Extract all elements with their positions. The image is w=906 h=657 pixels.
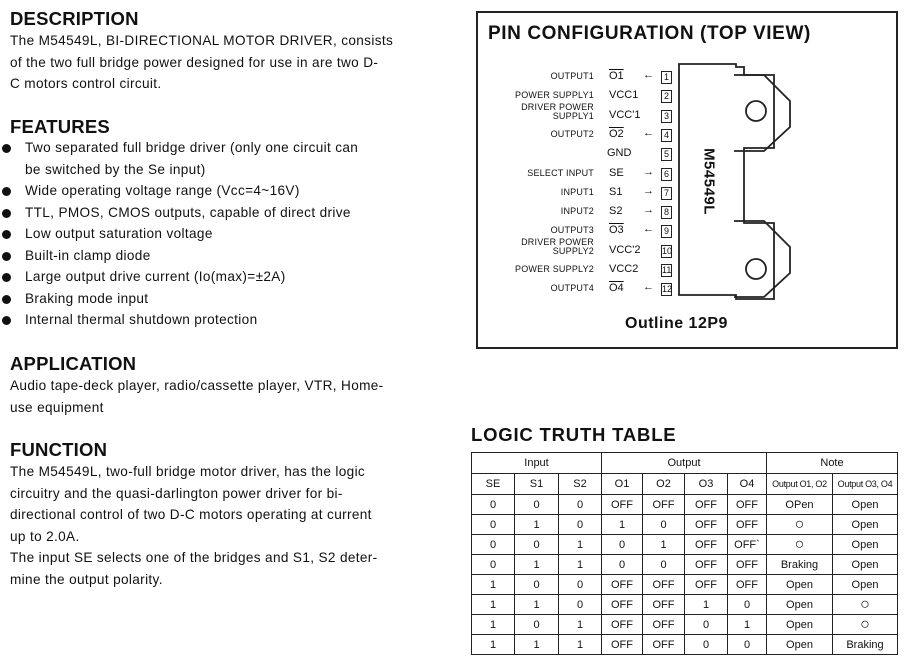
table-cell: Open [833, 495, 898, 515]
group-header: Input [472, 453, 602, 474]
table-cell: 0 [515, 575, 559, 595]
table-cell: 1 [685, 595, 728, 615]
table-cell: 1 [643, 535, 685, 555]
application-line: use equipment [10, 399, 104, 415]
pin-label: INPUT2 [560, 206, 594, 217]
column-header: O4 [728, 474, 767, 495]
table-cell: Braking [767, 555, 833, 575]
table-cell: 1 [515, 515, 559, 535]
table-cell: 1 [515, 555, 559, 575]
table-cell: Open [767, 635, 833, 655]
table-cell: OFF [643, 495, 685, 515]
arrow-left-icon: ← [643, 69, 654, 81]
column-header: O1 [602, 474, 643, 495]
description-line: The M54549L, BI-DIRECTIONAL MOTOR DRIVER, consists [10, 33, 394, 48]
application-line: Audio tape-deck player, radio/cassette player, VTR, Home- [10, 378, 384, 393]
feature-item: be switched by the Se input) [25, 161, 206, 177]
table-cell: OFF [685, 495, 728, 515]
function-line: directional control of two D-C motors operating at current [10, 507, 372, 522]
column-header: Output O1, O2 [767, 474, 833, 495]
table-cell: 0 [728, 635, 767, 655]
table-cell: OFF [685, 555, 728, 575]
pin-label: OUTPUT4 [550, 283, 594, 294]
table-cell: OFF [728, 575, 767, 595]
features-heading: FEATURES [10, 116, 110, 137]
pin-number: 12 [662, 284, 673, 295]
table-cell: OFF [643, 635, 685, 655]
table-cell: Open [767, 575, 833, 595]
table-cell: 0 [515, 535, 559, 555]
table-cell: 1 [472, 635, 515, 655]
bullet-icon [2, 209, 11, 218]
application-text [10, 375, 384, 418]
pin-symbol: VCC1 [609, 89, 639, 102]
table-cell: 0 [643, 555, 685, 575]
truth-table [471, 452, 898, 655]
column-header: O3 [685, 474, 728, 495]
feature-item: Braking mode input [0, 288, 358, 310]
arrow-left-icon: ← [643, 281, 654, 294]
table-cell: 0 [515, 615, 559, 635]
table-row [472, 495, 898, 515]
pin-number: 11 [662, 265, 672, 275]
pin-symbol: GND [607, 147, 632, 160]
pin-symbol: O4 [609, 282, 624, 295]
table-cell: 0 [559, 575, 602, 595]
description-line: of the two full bridge power designed for use in are two D- [10, 54, 379, 70]
bullet-icon [2, 316, 11, 325]
table-cell: 0 [472, 555, 515, 575]
table-cell: ○ [767, 535, 833, 555]
table-cell: Open [833, 555, 898, 575]
table-cell: 1 [472, 615, 515, 635]
table-cell: OFF [685, 515, 728, 535]
pin-symbol: O2 [609, 127, 624, 140]
table-cell: 1 [515, 635, 559, 655]
pin-configuration-box [476, 11, 898, 349]
table-cell: OFF` [728, 535, 767, 555]
pin-number: 8 [661, 206, 672, 219]
pin-label: OUTPUT3 [550, 225, 594, 236]
table-cell: OFF [685, 535, 728, 555]
pin-label: DRIVER POWER SUPPLY1 [521, 101, 594, 121]
table-cell: 1 [559, 635, 602, 655]
pin-number: 7 [661, 187, 672, 200]
table-cell: 1 [559, 535, 602, 555]
feature-item: TTL, PMOS, CMOS outputs, capable of direct drive [0, 202, 358, 224]
table-cell: OFF [728, 515, 767, 535]
pin-symbol: O1 [609, 70, 624, 82]
bullet-icon [2, 230, 11, 239]
table-cell: ○ [767, 515, 833, 535]
arrow-left-icon: ← [643, 223, 654, 236]
table-cell: 1 [728, 615, 767, 635]
feature-item: Low output saturation voltage [0, 223, 358, 245]
table-cell: OFF [602, 595, 643, 615]
arrow-left-icon: ← [643, 126, 654, 139]
pin-symbol: S1 [609, 185, 623, 198]
table-cell: 0 [472, 515, 515, 535]
table-row [472, 575, 898, 595]
feature-item: Two separated full bridge driver (only one circuit can [0, 137, 358, 159]
table-cell: 1 [472, 575, 515, 595]
mounting-hole-icon [746, 101, 766, 121]
table-cell: ○ [833, 615, 898, 635]
function-line: The M54549L, two-full bridge motor driver, has the logic [10, 464, 366, 479]
function-line: circuitry and the quasi-darlington power driver for bi- [10, 485, 343, 501]
pin-symbol: VCC'2 [609, 243, 641, 256]
table-cell: Open [767, 595, 833, 615]
mounting-hole-icon [746, 259, 766, 279]
pin-configuration-title: PIN CONFIGURATION (TOP VIEW) [488, 23, 811, 44]
table-cell: OPen [767, 495, 833, 515]
table-row [472, 555, 898, 575]
table-cell: 0 [602, 535, 643, 555]
truth-table-title: LOGIC TRUTH TABLE [471, 424, 677, 445]
pin-label: SELECT INPUT [527, 167, 594, 178]
table-cell: 0 [559, 515, 602, 535]
column-header: O2 [643, 474, 685, 495]
description-text [10, 30, 393, 95]
table-cell: OFF [602, 615, 643, 635]
table-cell: OFF [602, 495, 643, 515]
pin-symbol: SE [609, 166, 624, 179]
table-row [472, 635, 898, 655]
pin-number: 10 [662, 245, 673, 256]
table-cell: ○ [833, 595, 898, 615]
column-header: S1 [515, 474, 559, 495]
table-cell: OFF [685, 575, 728, 595]
features-list [0, 137, 358, 331]
pin-number: 9 [661, 225, 672, 238]
table-row [472, 595, 898, 615]
pin-label: POWER SUPPLY2 [515, 264, 594, 274]
function-line: mine the output polarity. [10, 571, 163, 587]
description-heading: DESCRIPTION [10, 8, 139, 29]
pin-symbol: VCC'1 [609, 108, 641, 121]
table-row [472, 535, 898, 555]
pin-number: 4 [661, 129, 672, 142]
table-cell: Open [833, 515, 898, 535]
column-header: S2 [559, 474, 602, 495]
chip-tabs [734, 63, 798, 301]
table-cell: Open [833, 575, 898, 595]
table-cell: Braking [833, 635, 898, 655]
table-cell: OFF [728, 555, 767, 575]
bullet-icon [2, 295, 11, 304]
feature-item: Large output drive current (Io(max)=±2A) [0, 266, 358, 288]
table-cell: 0 [643, 515, 685, 535]
function-text [10, 461, 378, 590]
bullet-icon [2, 187, 11, 196]
table-cell: 0 [685, 615, 728, 635]
table-cell: Open [833, 535, 898, 555]
table-cell: 0 [472, 535, 515, 555]
pin-number: 2 [661, 90, 672, 103]
description-line: C motors control circuit. [10, 76, 162, 91]
table-cell: 1 [472, 595, 515, 615]
arrow-right-icon: → [643, 165, 654, 178]
pin-symbol: O3 [609, 224, 624, 237]
group-header: Output [602, 453, 767, 474]
chip-label-wrap [691, 133, 721, 233]
arrow-right-icon: → [643, 184, 654, 197]
feature-item: Built-in clamp diode [0, 245, 358, 267]
pin-number: 6 [661, 168, 672, 181]
pin-label: DRIVER POWER SUPPLY2 [521, 236, 594, 256]
pin-symbol: VCC2 [609, 263, 639, 275]
table-cell: 0 [728, 595, 767, 615]
bullet-icon [2, 252, 11, 261]
table-cell: 0 [559, 495, 602, 515]
table-cell: 0 [559, 595, 602, 615]
pin-symbol: S2 [609, 205, 623, 218]
table-cell: 1 [559, 555, 602, 575]
table-row [472, 615, 898, 635]
table-cell: OFF [602, 635, 643, 655]
pin-label: OUTPUT2 [550, 128, 594, 139]
pin-label: OUTPUT1 [550, 71, 594, 81]
pin-label: POWER SUPPLY1 [515, 90, 594, 101]
pin-label: INPUT1 [560, 186, 594, 197]
function-line: The input SE selects one of the bridges and S1, S2 deter- [10, 550, 378, 565]
table-row [472, 515, 898, 535]
table-cell: 1 [559, 615, 602, 635]
column-header: Output O3, O4 [833, 474, 898, 495]
table-cell: Open [767, 615, 833, 635]
table-cell: 0 [515, 495, 559, 515]
table-cell: OFF [728, 495, 767, 515]
chip-label: M54549L [700, 148, 718, 215]
table-cell: 1 [515, 595, 559, 615]
table-cell: OFF [643, 595, 685, 615]
feature-item: Wide operating voltage range (Vcc=4~16V) [0, 180, 358, 202]
bullet-icon [2, 144, 11, 153]
pin-number: 3 [661, 110, 672, 123]
table-cell: OFF [643, 575, 685, 595]
bullet-icon [2, 273, 11, 282]
group-header: Note [767, 453, 898, 474]
function-heading: FUNCTION [10, 439, 108, 460]
table-cell: 0 [685, 635, 728, 655]
table-cell: OFF [643, 615, 685, 635]
application-heading: APPLICATION [10, 353, 137, 374]
function-line: up to 2.0A. [10, 528, 80, 544]
outline-label: Outline 12P9 [625, 315, 728, 332]
arrow-right-icon: → [643, 204, 654, 217]
pin-number: 1 [661, 71, 672, 84]
table-cell: OFF [602, 575, 643, 595]
feature-item: Internal thermal shutdown protection [0, 309, 358, 331]
table-cell: 1 [602, 515, 643, 535]
column-header: SE [472, 474, 515, 495]
pin-number: 5 [661, 148, 672, 161]
table-cell: 0 [472, 495, 515, 515]
table-cell: 0 [602, 555, 643, 575]
